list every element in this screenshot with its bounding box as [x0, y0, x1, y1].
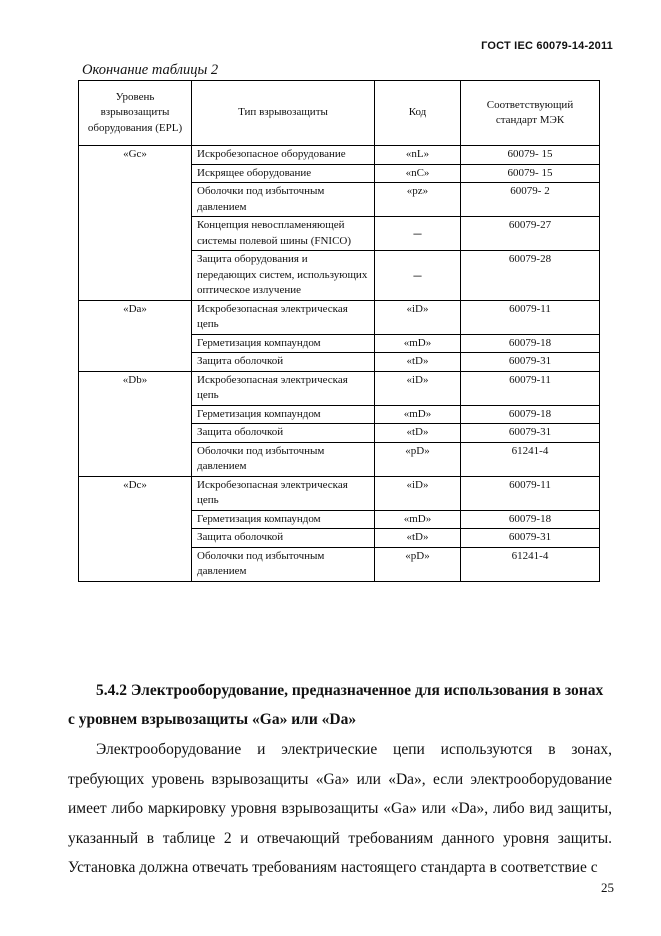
table-row [79, 146, 600, 165]
body-paragraph: Электрооборудование и электрические цепи используются в зонах, требующих уровень взрывозащиты «Ga» или «Da», если электрооборудование имеет либо маркировку уровня взрывозащиты «Ga» или «Da», либо вид защиты, указанный в таблице 2 и отвечающий требованиям данного уровня защиты. Установка должна отвечать требованиям настоящего стандарта в соответствие с [68, 741, 612, 876]
code-cell: – [375, 251, 461, 301]
protection-type-cell: Защита оборудования и передающих систем, использующих оптическое излучение [192, 251, 375, 301]
code-cell: «tD» [375, 424, 461, 443]
protection-type-cell: Герметизация компаундом [192, 334, 375, 353]
standard-cell: 61241-4 [461, 547, 600, 581]
header-epl: Уровень взрывозащиты оборудования (EPL) [79, 81, 192, 146]
protection-type-cell: Оболочки под избыточным давлением [192, 547, 375, 581]
section-heading: 5.4.2 Электрооборудование, предназначенное для использования в зонах с уровнем взрывозащиты «Ga» или «Da» [68, 682, 604, 728]
standard-cell: 60079-18 [461, 405, 600, 424]
header-type: Тип взрывозащиты [192, 81, 375, 146]
protection-type-cell: Искробезопасное оборудование [192, 146, 375, 165]
code-cell: – [375, 217, 461, 251]
epl-level-cell: «Da» [79, 300, 192, 371]
epl-level-cell: «Dc» [79, 476, 192, 581]
protection-type-cell: Искробезопасная электрическая цепь [192, 300, 375, 334]
document-header: ГОСТ IEC 60079-14-2011 [481, 40, 613, 52]
table-header-row [79, 81, 600, 146]
code-cell: «iD» [375, 371, 461, 405]
code-cell: «tD» [375, 353, 461, 372]
protection-types-table [78, 80, 600, 582]
protection-type-cell: Концепция невоспламеняющей системы полевой шины (FNICO) [192, 217, 375, 251]
protection-type-cell: Защита оболочкой [192, 353, 375, 372]
code-cell: «nL» [375, 146, 461, 165]
code-cell: «tD» [375, 529, 461, 548]
table-body [79, 146, 600, 582]
epl-level-cell: «Db» [79, 371, 192, 476]
code-cell: «mD» [375, 334, 461, 353]
table-row [79, 476, 600, 510]
standard-cell: 60079-18 [461, 510, 600, 529]
protection-type-cell: Герметизация компаундом [192, 405, 375, 424]
code-cell: «iD» [375, 300, 461, 334]
protection-type-cell: Герметизация компаундом [192, 510, 375, 529]
protection-type-cell: Искрящее оборудование [192, 164, 375, 183]
table-row [79, 371, 600, 405]
standard-cell: 60079-18 [461, 334, 600, 353]
protection-type-cell: Защита оболочкой [192, 529, 375, 548]
protection-type-cell: Оболочки под избыточным давлением [192, 183, 375, 217]
standard-cell: 60079-28 [461, 251, 600, 301]
standard-cell: 60079-27 [461, 217, 600, 251]
standard-cell: 60079-31 [461, 353, 600, 372]
table-caption: Окончание таблицы 2 [82, 62, 219, 78]
standard-cell: 61241-4 [461, 442, 600, 476]
protection-type-cell: Искробезопасная электрическая цепь [192, 476, 375, 510]
code-cell: «nC» [375, 164, 461, 183]
protection-type-cell: Искробезопасная электрическая цепь [192, 371, 375, 405]
standard-cell: 60079-11 [461, 300, 600, 334]
epl-level-cell: «Gc» [79, 146, 192, 301]
standard-cell: 60079-11 [461, 371, 600, 405]
code-cell: «pD» [375, 442, 461, 476]
code-cell: «pz» [375, 183, 461, 217]
code-cell: «iD» [375, 476, 461, 510]
code-cell: «mD» [375, 405, 461, 424]
standard-cell: 60079- 15 [461, 146, 600, 165]
page-number: 25 [601, 880, 614, 895]
standard-cell: 60079-31 [461, 529, 600, 548]
standard-cell: 60079- 2 [461, 183, 600, 217]
code-cell: «pD» [375, 547, 461, 581]
standard-cell: 60079-11 [461, 476, 600, 510]
header-code: Код [375, 81, 461, 146]
table-row [79, 300, 600, 334]
protection-type-cell: Оболочки под избыточным давлением [192, 442, 375, 476]
code-cell: «mD» [375, 510, 461, 529]
protection-type-cell: Защита оболочкой [192, 424, 375, 443]
standard-cell: 60079- 15 [461, 164, 600, 183]
standard-cell: 60079-31 [461, 424, 600, 443]
header-standard: Соответствующий стандарт МЭК [461, 81, 600, 146]
